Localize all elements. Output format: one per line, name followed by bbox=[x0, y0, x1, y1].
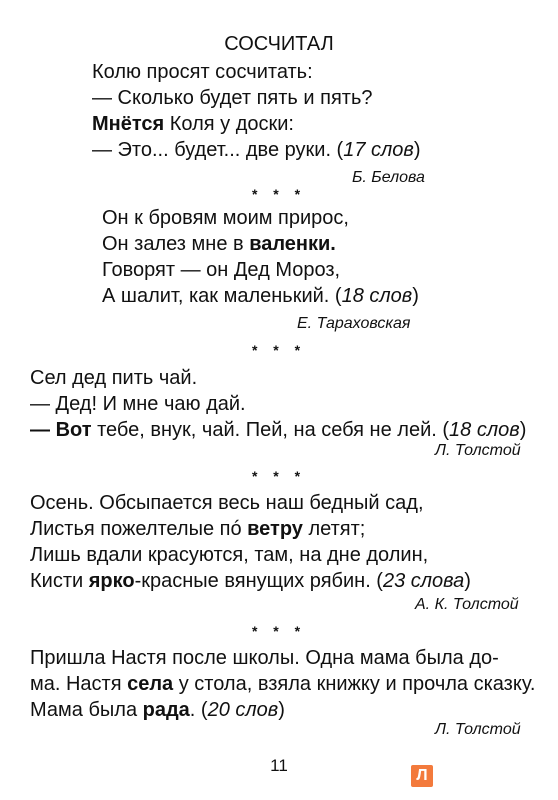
text-line: Колю просят сосчитать: bbox=[92, 61, 313, 83]
author: А. К. Толстой bbox=[415, 596, 519, 613]
stars-separator: * * * bbox=[251, 623, 307, 639]
text-line bbox=[30, 569, 471, 593]
author: Е. Тараховская bbox=[297, 315, 411, 332]
text-fragment: Он залез мне в bbox=[102, 233, 250, 255]
author: Б. Белова bbox=[352, 169, 425, 186]
bold-word: рада bbox=[142, 699, 190, 721]
text-fragment: летят; bbox=[302, 518, 366, 540]
text-fragment: ) bbox=[519, 419, 527, 441]
text-fragment: ) bbox=[278, 699, 285, 721]
text-line: — Дед! И мне чаю дай. bbox=[30, 393, 246, 415]
text-line bbox=[30, 698, 285, 722]
text-fragment: Коля у доски: bbox=[164, 113, 294, 135]
text-fragment: — Это... будет... две руки. ( bbox=[92, 139, 344, 161]
text-line: Пришла Настя после школы. Одна мама была до- bbox=[30, 647, 499, 669]
text-fragment: Листья пожелтелые пó bbox=[30, 518, 248, 540]
dash: — bbox=[30, 419, 56, 441]
bold-word: Мнётся bbox=[92, 113, 165, 135]
word-count: 17 слов bbox=[343, 139, 414, 161]
author: Л. Толстой bbox=[435, 442, 521, 459]
text-line bbox=[92, 138, 421, 162]
word-count: 18 слов bbox=[449, 419, 520, 441]
text-line: — Сколько будет пять и пять? bbox=[92, 87, 373, 109]
text-fragment: у стола, взяла книжку и прочла сказку. bbox=[173, 673, 536, 695]
text-line: Говорят — он Дед Мороз, bbox=[102, 259, 341, 281]
bold-word: ярко bbox=[88, 570, 135, 592]
text-fragment: . ( bbox=[189, 699, 208, 721]
text-line: Лишь вдали красуются, там, на дне долин, bbox=[30, 544, 429, 566]
text-fragment: ) bbox=[413, 139, 421, 161]
text-fragment: Мама была bbox=[30, 699, 143, 721]
bold-word: ветру bbox=[247, 518, 303, 540]
text-line: Сел дед пить чай. bbox=[30, 367, 198, 389]
publisher-logo-icon: Л bbox=[411, 765, 433, 787]
text-line bbox=[30, 672, 535, 696]
text-line: Он к бровям моим прирос, bbox=[102, 207, 349, 229]
text-fragment: А шалит, как маленький. ( bbox=[102, 285, 342, 307]
text-line bbox=[30, 418, 526, 442]
text-line bbox=[102, 232, 336, 256]
stars-separator: * * * bbox=[251, 468, 307, 484]
word-count: 18 слов bbox=[341, 285, 413, 307]
word-count: 23 слова bbox=[382, 570, 465, 592]
text-fragment: -красные вянущих рябин. ( bbox=[134, 570, 383, 592]
text-line bbox=[92, 112, 294, 136]
text-line: Осень. Обсыпается весь наш бедный сад, bbox=[30, 492, 424, 514]
text-fragment: ) bbox=[464, 570, 471, 592]
page-number: 11 bbox=[270, 756, 288, 775]
text-fragment: Кисти bbox=[30, 570, 89, 592]
text-line bbox=[102, 284, 419, 308]
stars-separator: * * * bbox=[251, 186, 307, 202]
text-fragment: ) bbox=[412, 285, 419, 307]
author: Л. Толстой bbox=[435, 721, 521, 738]
text-fragment: тебе, внук, чай. Пей, на себя не лей. ( bbox=[91, 419, 450, 441]
bold-word: села bbox=[127, 673, 174, 695]
text-fragment: ма. Настя bbox=[30, 673, 128, 695]
poem-title: СОСЧИТАЛ bbox=[224, 33, 334, 55]
text-line bbox=[30, 517, 365, 541]
stars-separator: * * * bbox=[251, 342, 307, 358]
bold-word: валенки. bbox=[249, 233, 336, 255]
word-count: 20 слов bbox=[207, 699, 279, 721]
bold-word: Вот bbox=[55, 419, 92, 441]
